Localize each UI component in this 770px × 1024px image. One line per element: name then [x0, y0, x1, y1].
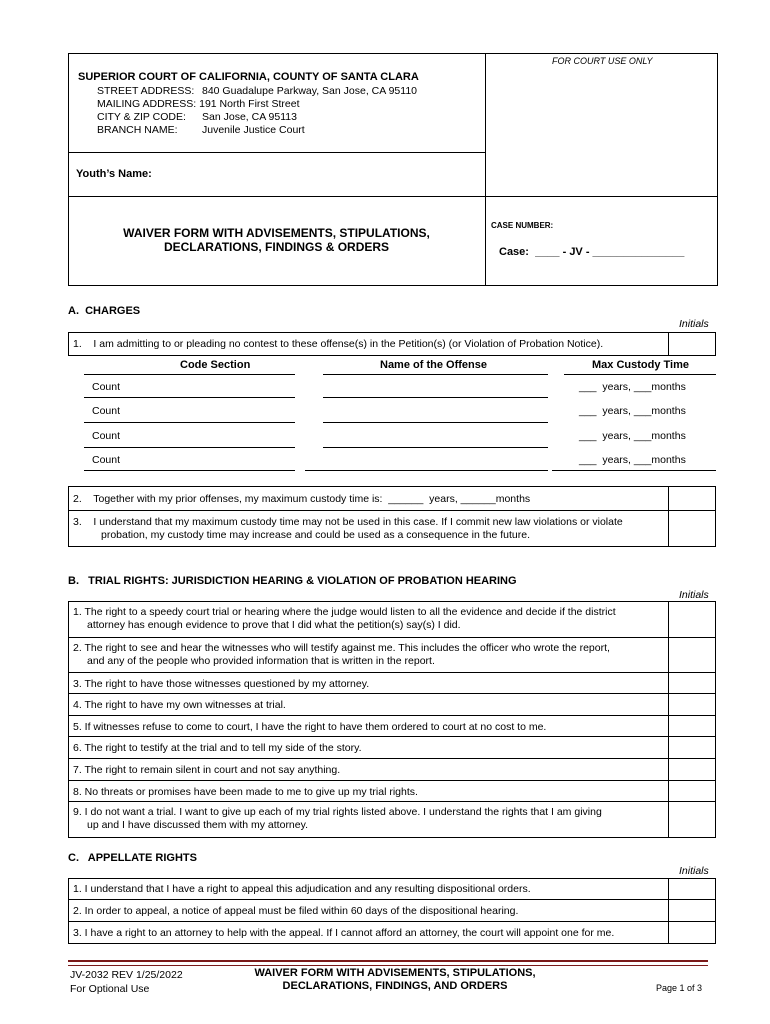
trial-right-item-9	[68, 801, 716, 838]
offense-name-field[interactable]	[305, 470, 548, 471]
form-title-line1: WAIVER FORM WITH ADVISEMENTS, STIPULATIONS,	[123, 226, 430, 240]
custody-time-field[interactable]: ___ years, ___months	[579, 405, 686, 417]
custody-time-field[interactable]: ___ years, ___months	[579, 381, 686, 393]
trial-right-item-8	[68, 780, 716, 802]
trial-right-item-4-initials[interactable]	[668, 694, 715, 715]
charges-item-3-text-line1: 3. I understand that my maximum custody time may not be used in this case. If I commit new law violations or violate	[73, 516, 623, 528]
col-header-offense-underline	[323, 374, 548, 375]
trial-right-item-1-text-line2: attorney has enough evidence to prove that I did what the petition(s) say(s) I did.	[87, 619, 461, 631]
court-name: SUPERIOR COURT OF CALIFORNIA, COUNTY OF SANTA CLARA	[78, 71, 419, 83]
header-divider-youth-top	[68, 152, 485, 153]
offense-name-field[interactable]	[323, 447, 548, 448]
appellate-item-1-initials[interactable]	[668, 879, 715, 899]
trial-right-item-6	[68, 736, 716, 759]
street-address-line: STREET ADDRESS: 840 Guadalupe Parkway, San Jose, CA 95110	[97, 85, 418, 97]
footer-title-line2: DECLARATIONS, FINDINGS, AND ORDERS	[282, 980, 508, 992]
section-c-heading: C. APPELLATE RIGHTS	[68, 852, 197, 864]
trial-right-item-1-text-line1: 1. The right to a speedy court trial or hearing where the judge would listen to all the evidence and decide if the district	[73, 606, 616, 618]
youth-name-field[interactable]	[160, 160, 480, 188]
trial-right-item-5-initials[interactable]	[668, 716, 715, 736]
col-header-custody: Max Custody Time	[592, 359, 689, 371]
code-section-field[interactable]	[84, 470, 295, 471]
charges-item-2-text: 2. Together with my prior offenses, my maximum custody time is: ______ years, ______months	[73, 493, 531, 505]
header-divider-title-top	[68, 196, 718, 197]
trial-right-item-6-text-line1: 6. The right to testify at the trial and to tell my side of the story.	[73, 742, 362, 754]
trial-right-item-2-text-line1: 2. The right to see and hear the witnesses who will testify against me. This includes the officer who wrote the report,	[73, 642, 610, 654]
trial-right-item-6-initials[interactable]	[668, 737, 715, 758]
section-b-initials-label: Initials	[679, 589, 709, 601]
footer-page-number: Page 1 of 3	[656, 983, 703, 993]
charges-item-3	[68, 510, 716, 547]
charges-item-1-text: 1. I am admitting to or pleading no contest to these offense(s) in the Petition(s) (or Violation of Probation Notice).	[73, 338, 604, 350]
case-number-label: CASE NUMBER:	[491, 221, 554, 230]
trial-right-item-9-text-line2: up and I have discussed them with my attorney.	[87, 819, 309, 831]
col-header-code-section: Code Section	[180, 359, 251, 371]
trial-right-item-4	[68, 693, 716, 716]
charges-item-2	[68, 486, 716, 511]
trial-right-item-7	[68, 758, 716, 781]
trial-right-item-5	[68, 715, 716, 737]
appellate-item-1	[68, 878, 716, 900]
youth-name-label: Youth’s Name:	[76, 168, 152, 180]
trial-right-item-8-text-line1: 8. No threats or promises have been made to me to give up my trial rights.	[73, 786, 418, 798]
trial-right-item-1-initials[interactable]	[668, 602, 715, 637]
appellate-item-2-initials[interactable]	[668, 900, 715, 921]
trial-right-item-3	[68, 672, 716, 694]
section-a-heading: A. CHARGES	[68, 305, 141, 317]
form-title-line2: DECLARATIONS, FINDINGS & ORDERS	[163, 240, 390, 254]
trial-right-item-3-initials[interactable]	[668, 673, 715, 693]
offense-name-field[interactable]	[323, 422, 548, 423]
trial-right-item-2	[68, 637, 716, 673]
trial-right-item-2-text-line2: and any of the people who provided information that is written in the report.	[87, 655, 435, 667]
col-header-code-underline	[84, 374, 295, 375]
case-number-field[interactable]: Case: ____ - JV - _______________	[499, 246, 685, 258]
code-section-field[interactable]	[84, 447, 295, 448]
footer-optional-use: For Optional Use	[70, 983, 150, 995]
count-label: Count	[92, 381, 121, 393]
trial-right-item-7-initials[interactable]	[668, 759, 715, 780]
footer-form-number: JV-2032 REV 1/25/2022	[70, 969, 183, 981]
trial-right-item-9-initials[interactable]	[668, 802, 715, 837]
section-a-initials-label: Initials	[679, 318, 709, 330]
col-header-offense: Name of the Offense	[380, 359, 487, 371]
custody-underline	[552, 470, 716, 471]
count-label: Count	[92, 430, 121, 442]
trial-right-item-2-initials[interactable]	[668, 638, 715, 672]
court-use-label: FOR COURT USE ONLY	[552, 56, 653, 66]
court-address-block	[97, 85, 417, 137]
custody-time-field[interactable]: ___ years, ___months	[579, 454, 686, 466]
appellate-item-3-text: 3. I have a right to an attorney to help with the appeal. If I cannot afford an attorney, the court will appoint one for me.	[73, 927, 615, 939]
count-label: Count	[92, 405, 121, 417]
offense-name-field[interactable]	[323, 397, 548, 398]
custody-time-field[interactable]: ___ years, ___months	[579, 430, 686, 442]
footer-title	[240, 967, 550, 993]
trial-right-item-5-text-line1: 5. If witnesses refuse to come to court, I have the right to have them ordered to court at no cost to me.	[73, 721, 547, 733]
appellate-item-3-initials[interactable]	[668, 922, 715, 943]
footer-title-line1: WAIVER FORM WITH ADVISEMENTS, STIPULATIONS,	[254, 967, 536, 979]
appellate-item-1-text: 1. I understand that I have a right to appeal this adjudication and any resulting dispositional orders.	[73, 883, 531, 895]
mailing-address-line: MAILING ADDRESS: 191 North First Street	[97, 98, 300, 110]
code-section-field[interactable]	[84, 422, 295, 423]
footer-rule	[68, 960, 708, 966]
charges-item-3-initials[interactable]	[668, 511, 715, 546]
trial-right-item-3-text-line1: 3. The right to have those witnesses questioned by my attorney.	[73, 678, 370, 690]
appellate-item-3	[68, 921, 716, 944]
branch-name-line: BRANCH NAME: Juvenile Justice Court	[97, 124, 305, 136]
section-b-heading: B. TRIAL RIGHTS: JURISDICTION HEARING & VIOLATION OF PROBATION HEARING	[68, 575, 517, 587]
section-c-initials-label: Initials	[679, 865, 709, 877]
appellate-item-2-text: 2. In order to appeal, a notice of appeal must be filed within 60 days of the dispositional hearing.	[73, 905, 519, 917]
count-label: Count	[92, 454, 121, 466]
trial-right-item-9-text-line1: 9. I do not want a trial. I want to give up each of my trial rights listed above. I understand the rights that I am giving	[73, 806, 602, 818]
col-header-custody-underline	[564, 374, 716, 375]
appellate-item-2	[68, 899, 716, 922]
charges-item-1	[68, 332, 716, 356]
trial-right-item-1	[68, 601, 716, 638]
code-section-field[interactable]	[84, 397, 295, 398]
charges-item-2-initials[interactable]	[668, 487, 715, 510]
trial-right-item-8-initials[interactable]	[668, 781, 715, 801]
charges-item-1-initials[interactable]	[668, 333, 715, 355]
city-zip-line: CITY & ZIP CODE: San Jose, CA 95113	[97, 111, 297, 123]
trial-right-item-4-text-line1: 4. The right to have my own witnesses at trial.	[73, 699, 286, 711]
form-title	[68, 226, 485, 254]
header-divider-vertical	[485, 53, 486, 286]
charges-item-3-text-line2: probation, my custody time may increase and could be used as a consequence in the future.	[101, 529, 531, 541]
trial-right-item-7-text-line1: 7. The right to remain silent in court and not say anything.	[73, 764, 341, 776]
